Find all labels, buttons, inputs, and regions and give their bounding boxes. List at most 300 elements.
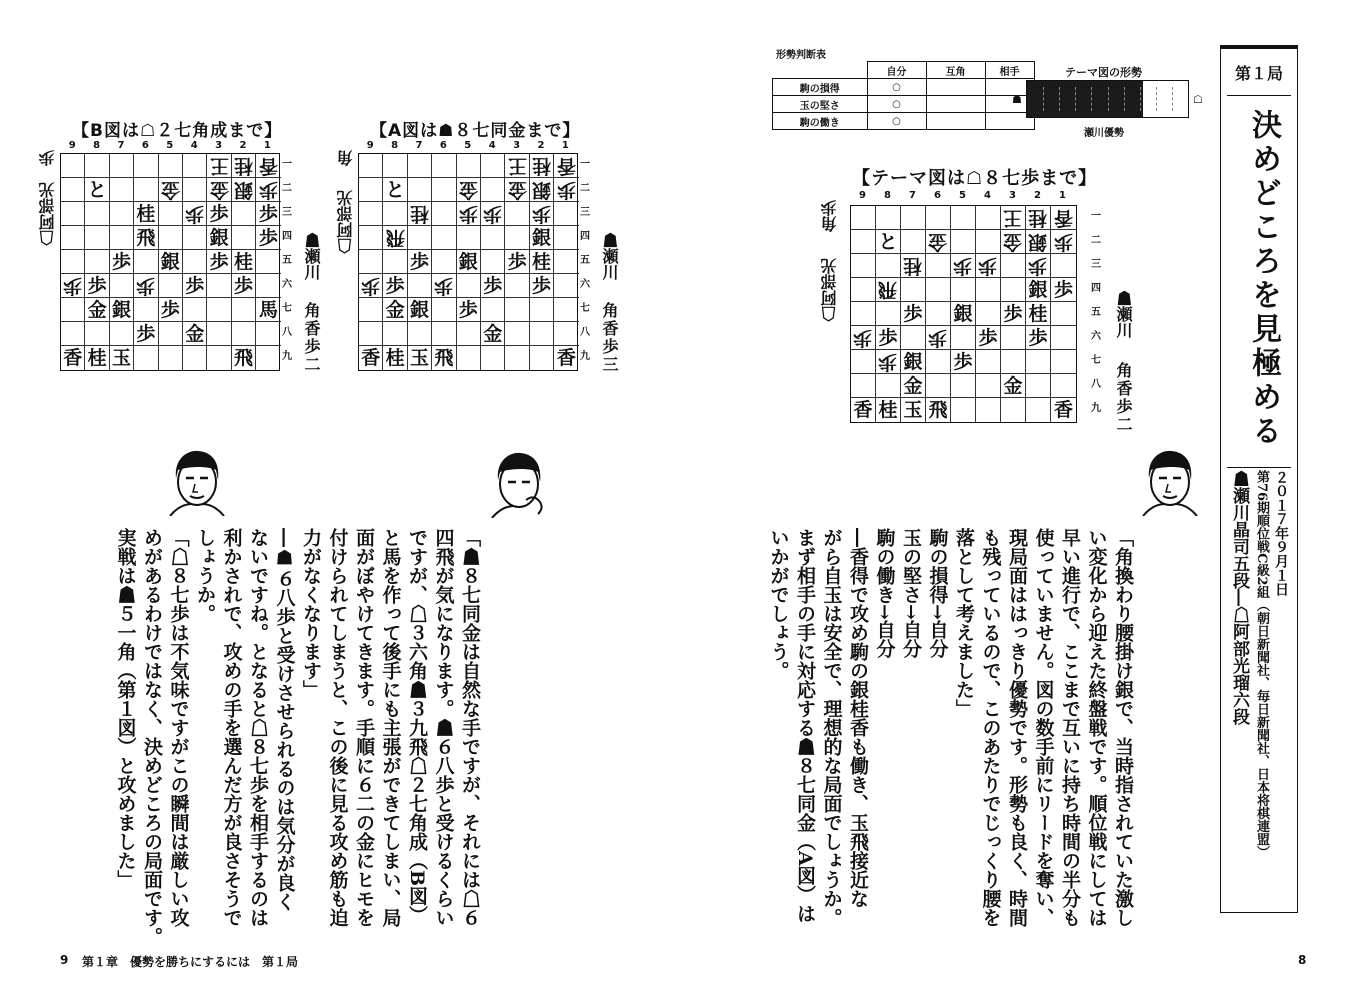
board-square: [1051, 278, 1076, 302]
board-square: [1001, 398, 1026, 422]
meter-tick: [1075, 87, 1076, 111]
file-label: 4: [190, 140, 198, 151]
board-square: [159, 274, 183, 298]
board-square: [457, 226, 481, 250]
board-square: [183, 250, 207, 274]
board-square: [432, 346, 456, 370]
shogi-piece: 歩: [111, 251, 131, 273]
board-square: [134, 346, 158, 370]
shogi-piece: 桂: [87, 347, 107, 369]
theme-board: [850, 205, 1077, 423]
board-square: [530, 322, 554, 346]
board-square: [134, 226, 158, 250]
board-square: [110, 226, 134, 250]
board-square: [457, 154, 481, 178]
board-square: [134, 202, 158, 226]
board-square: [207, 154, 231, 178]
shogi-piece: 銀: [111, 299, 131, 321]
meter-label: テーマ図の形勢: [1065, 66, 1142, 79]
board-square: [183, 274, 207, 298]
board-square: [110, 322, 134, 346]
board-square: [851, 278, 876, 302]
shogi-piece: 歩: [853, 327, 873, 349]
meter-tick: [1059, 87, 1060, 111]
row-mark: ○: [867, 113, 926, 130]
board-square: [408, 202, 432, 226]
board-square: [505, 274, 529, 298]
board-square: [207, 202, 231, 226]
board-square: [926, 350, 951, 374]
board-square: [530, 226, 554, 250]
board-square: [159, 346, 183, 370]
rank-label: 四: [282, 231, 292, 242]
board-square: [110, 298, 134, 322]
board-square: [926, 206, 951, 230]
file-label: 7: [909, 190, 916, 201]
board-square: [851, 230, 876, 254]
shogi-piece: と: [878, 231, 898, 253]
board-square: [554, 298, 578, 322]
board-square: [256, 298, 280, 322]
board-square: [110, 250, 134, 274]
rank-label: 三: [282, 207, 292, 218]
board-square: [554, 274, 578, 298]
board-square: [256, 226, 280, 250]
shogi-piece: 歩: [978, 255, 998, 277]
board-square: [61, 226, 85, 250]
board-square: [383, 322, 407, 346]
shogi-piece: 歩: [1028, 255, 1048, 277]
row-label: 玉の堅さ: [773, 96, 868, 113]
b-board: [60, 153, 280, 371]
meter-gote-icon: ☖: [1193, 93, 1203, 106]
rank-label: 六: [282, 279, 292, 290]
board-square: [383, 154, 407, 178]
board-square: [554, 202, 578, 226]
board-square: [554, 226, 578, 250]
shogi-piece: 歩: [258, 203, 278, 225]
board-square: [876, 350, 901, 374]
board-square: [530, 250, 554, 274]
board-square: [183, 322, 207, 346]
board-square: [851, 398, 876, 422]
board-square: [232, 202, 256, 226]
a-rank-labels: [578, 153, 592, 371]
advantage-meter: [1026, 80, 1189, 118]
board-square: [505, 178, 529, 202]
board-square: [61, 298, 85, 322]
board-square: [159, 298, 183, 322]
board-square: [851, 374, 876, 398]
board-square: [530, 346, 554, 370]
board-square: [183, 346, 207, 370]
board-square: [256, 250, 280, 274]
shogi-piece: 歩: [385, 275, 405, 297]
shogi-piece: 銀: [531, 227, 551, 249]
shogi-piece: 香: [258, 155, 278, 177]
rank-label: 五: [282, 255, 292, 266]
meter-tick: [1091, 87, 1092, 111]
shogi-piece: 歩: [63, 275, 83, 297]
board-square: [134, 250, 158, 274]
b-rank-labels: [280, 153, 294, 371]
board-square: [408, 178, 432, 202]
game-date: ２０１７年９月１日: [1273, 470, 1289, 596]
rank-label: 一: [580, 159, 590, 170]
board-square: [976, 398, 1001, 422]
board-square: [408, 250, 432, 274]
board-square: [256, 202, 280, 226]
board-square: [505, 226, 529, 250]
board-square: [876, 374, 901, 398]
board-square: [1001, 302, 1026, 326]
board-square: [926, 302, 951, 326]
board-square: [876, 254, 901, 278]
board-square: [901, 326, 926, 350]
rank-label: 六: [1091, 331, 1101, 342]
board-square: [926, 326, 951, 350]
col-even: 互角: [926, 62, 985, 79]
shogi-piece: 歩: [185, 203, 205, 225]
board-square: [383, 202, 407, 226]
board-square: [976, 278, 1001, 302]
file-label: 1: [561, 140, 569, 151]
file-label: 6: [439, 140, 447, 151]
board-square: [1026, 302, 1051, 326]
board-square: [408, 274, 432, 298]
shogi-piece: 桂: [531, 251, 551, 273]
shogi-piece: 金: [1003, 231, 1023, 253]
board-square: [876, 302, 901, 326]
board-square: [554, 250, 578, 274]
shogi-piece: 飛: [136, 227, 156, 249]
board-square: [383, 346, 407, 370]
shogi-piece: 香: [63, 347, 83, 369]
board-square: [183, 178, 207, 202]
shogi-piece: 銀: [1028, 279, 1048, 301]
board-square: [61, 250, 85, 274]
shogi-piece: 歩: [258, 179, 278, 201]
rank-label: 九: [580, 351, 590, 362]
board-square: [457, 274, 481, 298]
file-label: 7: [117, 140, 125, 151]
file-label: 3: [513, 140, 521, 151]
board-square: [134, 322, 158, 346]
board-square: [1051, 302, 1076, 326]
theme-sente-hand: 角香歩二: [1114, 362, 1133, 434]
rank-label: 八: [1091, 379, 1101, 390]
board-square: [432, 202, 456, 226]
rank-label: 三: [580, 207, 590, 218]
file-label: 1: [1059, 190, 1066, 201]
board-square: [61, 154, 85, 178]
board-square: [232, 298, 256, 322]
meter-tick: [1172, 87, 1173, 111]
board-square: [951, 230, 976, 254]
shogi-piece: 桂: [1028, 303, 1048, 325]
board-square: [61, 346, 85, 370]
shogi-piece: 歩: [258, 227, 278, 249]
shogi-piece: 銀: [1028, 231, 1048, 253]
shogi-piece: 歩: [209, 251, 229, 273]
shogi-piece: 歩: [1053, 231, 1073, 253]
theme-sente-name: ☗瀬川: [1114, 290, 1133, 338]
a-file-labels: [358, 140, 588, 152]
shogi-piece: 桂: [233, 251, 253, 273]
shogi-piece: 金: [87, 299, 107, 321]
board-square: [1026, 326, 1051, 350]
shogi-piece: 香: [556, 347, 576, 369]
shogi-piece: 歩: [953, 255, 973, 277]
board-square: [505, 346, 529, 370]
shogi-piece: 飛: [434, 347, 454, 369]
board-square: [383, 298, 407, 322]
theme-rank-labels: [1089, 205, 1103, 423]
board-square: [1026, 230, 1051, 254]
shogi-piece: 歩: [185, 275, 205, 297]
board-square: [926, 254, 951, 278]
board-square: [481, 178, 505, 202]
board-square: [110, 154, 134, 178]
row-mark: ○: [867, 79, 926, 96]
shogi-piece: 歩: [1003, 303, 1023, 325]
a-gote-hand: 角: [336, 150, 355, 166]
board-square: [1026, 206, 1051, 230]
board-square: [207, 178, 231, 202]
board-square: [85, 298, 109, 322]
shogi-piece: 香: [1053, 207, 1073, 229]
assessment-title: 形勢判断表: [776, 50, 826, 61]
board-square: [926, 374, 951, 398]
board-square: [951, 206, 976, 230]
shogi-piece: 歩: [434, 275, 454, 297]
file-label: 2: [239, 140, 247, 151]
board-square: [207, 226, 231, 250]
board-square: [159, 202, 183, 226]
meter-sente-icon: ☗: [1012, 93, 1022, 106]
shogi-piece: 玉: [409, 347, 429, 369]
shogi-piece: 金: [385, 299, 405, 321]
board-square: [183, 298, 207, 322]
rank-label: 八: [282, 327, 292, 338]
rank-label: 三: [1091, 259, 1101, 270]
file-label: 7: [415, 140, 423, 151]
rank-label: 七: [1091, 355, 1101, 366]
board-square: [359, 346, 383, 370]
board-square: [85, 202, 109, 226]
shogi-piece: 桂: [903, 255, 923, 277]
shogi-piece: 歩: [483, 275, 503, 297]
board-square: [851, 350, 876, 374]
file-label: 4: [488, 140, 496, 151]
game-label: 第１局: [1234, 64, 1283, 83]
shogi-piece: 金: [185, 323, 205, 345]
shogi-piece: と: [87, 179, 107, 201]
board-square: [530, 154, 554, 178]
shogi-piece: 飛: [385, 227, 405, 249]
board-square: [1001, 254, 1026, 278]
shogi-piece: 歩: [458, 299, 478, 321]
board-square: [901, 350, 926, 374]
left-page-number: 9: [60, 953, 69, 967]
board-square: [408, 154, 432, 178]
board-square: [432, 298, 456, 322]
b-gote-hand: 歩: [38, 150, 57, 166]
shogi-piece: 歩: [209, 203, 229, 225]
shogi-piece: 歩: [87, 275, 107, 297]
board-square: [85, 322, 109, 346]
shogi-piece: 金: [903, 375, 923, 397]
board-square: [159, 154, 183, 178]
board-square: [159, 322, 183, 346]
board-square: [457, 178, 481, 202]
board-square: [232, 154, 256, 178]
shogi-piece: 桂: [136, 203, 156, 225]
a-gote-name: ☖阿部光: [336, 190, 355, 254]
b-board-title: 【B図は☖２七角成まで】: [72, 121, 283, 141]
board-square: [159, 226, 183, 250]
shogi-piece: 金: [483, 323, 503, 345]
board-square: [505, 298, 529, 322]
shogi-piece: 歩: [531, 203, 551, 225]
shogi-piece: 歩: [233, 275, 253, 297]
rank-label: 九: [282, 351, 292, 362]
shogi-piece: 金: [1003, 375, 1023, 397]
board-square: [457, 202, 481, 226]
rank-label: 五: [580, 255, 590, 266]
board-square: [951, 302, 976, 326]
shogi-piece: 王: [209, 155, 229, 177]
board-square: [851, 326, 876, 350]
shogi-piece: 銀: [531, 179, 551, 201]
right-page-body: 「角換わり腰掛け銀で、当時指されていた激し い変化から迎えた終盤戦です。順位戦にしては 早い進行で、ここまで互いに持ち時間の半分も 使っていません。図の数手前にリードを奪い、 現局面ははっきり優勢です。形勢も良く、時間 も残っているので、このあたりでじっくり腰を 落として考えました」 駒の損得→自分 玉の堅さ→自分 駒の働き→自分 ―香得で攻め駒の銀桂香も働き、玉飛接近な がら自玉は安全で、理想的な局面でしょうか。 まず相手の手に対応する☗８七同金（A図）は いかがでしょう。: [767, 528, 1134, 927]
shogi-piece: 香: [361, 347, 381, 369]
file-label: 3: [215, 140, 223, 151]
shogi-piece: 香: [556, 155, 576, 177]
board-square: [851, 254, 876, 278]
board-square: [1001, 326, 1026, 350]
rank-label: 七: [580, 303, 590, 314]
board-square: [359, 226, 383, 250]
board-square: [134, 298, 158, 322]
board-square: [901, 278, 926, 302]
file-label: 8: [884, 190, 891, 201]
shogi-piece: 歩: [483, 203, 503, 225]
right-page-number: 8: [1298, 953, 1307, 967]
board-square: [530, 178, 554, 202]
shogi-piece: 銀: [209, 227, 229, 249]
shogi-piece: 歩: [160, 299, 180, 321]
shogi-piece: 歩: [507, 251, 527, 273]
board-square: [505, 202, 529, 226]
shogi-piece: 銀: [233, 179, 253, 201]
board-square: [876, 326, 901, 350]
board-square: [554, 154, 578, 178]
file-label: 6: [934, 190, 941, 201]
b-file-labels: [60, 140, 290, 152]
board-square: [530, 202, 554, 226]
shogi-piece: 歩: [878, 327, 898, 349]
board-square: [901, 206, 926, 230]
board-square: [232, 226, 256, 250]
board-square: [876, 278, 901, 302]
shogi-piece: 歩: [556, 179, 576, 201]
board-square: [1001, 278, 1026, 302]
board-square: [481, 250, 505, 274]
board-square: [554, 178, 578, 202]
board-square: [432, 226, 456, 250]
board-square: [432, 250, 456, 274]
meter-tick: [1108, 87, 1109, 111]
board-square: [951, 374, 976, 398]
board-square: [901, 302, 926, 326]
shogi-piece: 金: [160, 179, 180, 201]
shogi-piece: 金: [209, 179, 229, 201]
board-square: [85, 274, 109, 298]
game-event: 第76期順位戦C級2組（朝日新聞社、毎日新聞社、日本将棋連盟）: [1254, 470, 1269, 859]
board-square: [901, 398, 926, 422]
board-square: [61, 274, 85, 298]
board-square: [408, 346, 432, 370]
rank-label: 六: [580, 279, 590, 290]
board-square: [481, 274, 505, 298]
shogi-piece: 桂: [531, 155, 551, 177]
board-square: [359, 202, 383, 226]
board-square: [383, 250, 407, 274]
board-square: [876, 398, 901, 422]
shogi-piece: 王: [1003, 207, 1023, 229]
file-label: 4: [984, 190, 991, 201]
board-square: [359, 298, 383, 322]
shogi-piece: 玉: [903, 399, 923, 421]
board-square: [951, 254, 976, 278]
theme-gote-hand: 角歩: [820, 200, 839, 232]
board-square: [457, 322, 481, 346]
board-square: [976, 350, 1001, 374]
assessment-table: [772, 61, 1035, 130]
col-opponent: 相手: [985, 62, 1034, 79]
shogi-piece: 王: [507, 155, 527, 177]
board-square: [901, 254, 926, 278]
col-self: 自分: [867, 62, 926, 79]
board-square: [1026, 374, 1051, 398]
board-square: [232, 274, 256, 298]
board-square: [110, 274, 134, 298]
board-square: [876, 206, 901, 230]
board-square: [85, 346, 109, 370]
board-square: [359, 274, 383, 298]
file-label: 1: [263, 140, 271, 151]
board-square: [951, 350, 976, 374]
a-sente-name: ☗瀬川: [600, 232, 619, 280]
meter-tick: [1043, 87, 1044, 111]
board-square: [1026, 278, 1051, 302]
shogi-piece: 歩: [1028, 327, 1048, 349]
board-square: [1001, 350, 1026, 374]
board-square: [926, 398, 951, 422]
shogi-piece: 桂: [409, 203, 429, 225]
board-square: [232, 250, 256, 274]
board-square: [432, 178, 456, 202]
board-square: [1026, 398, 1051, 422]
board-square: [976, 206, 1001, 230]
board-square: [1051, 374, 1076, 398]
file-label: 2: [1034, 190, 1041, 201]
shogi-piece: 金: [507, 179, 527, 201]
theme-gote-name: ☖阿部光: [820, 258, 839, 322]
board-square: [232, 346, 256, 370]
board-square: [457, 298, 481, 322]
